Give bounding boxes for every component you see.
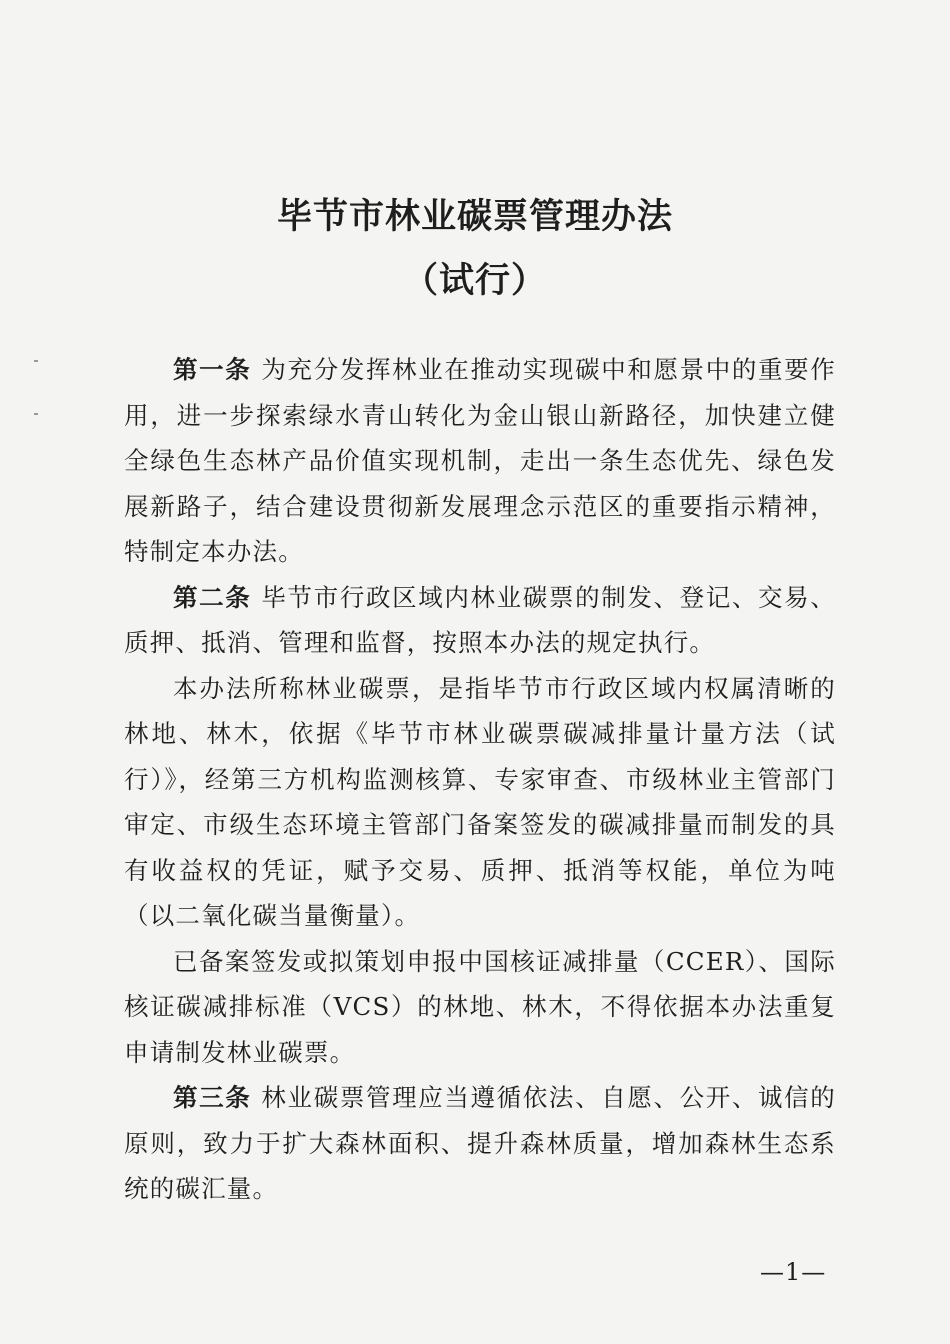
paragraph-text: 林业碳票管理应当遵循依法、自愿、公开、诚信的原则，致力于扩大森林面积、提升森林质量，增加森林生态系统的碳汇量。: [124, 1083, 836, 1203]
scan-margin-mark: [34, 413, 38, 415]
paragraph-text: 已备案签发或拟策划申报中国核证减排量（CCER）、国际核证碳减排标准（VCS）的林地、林木，不得依据本办法重复申请制发林业碳票。: [124, 946, 836, 1067]
scan-margin-mark: [34, 360, 38, 362]
article-3-paragraph: [124, 1075, 836, 1212]
paragraph-text: 为充分发挥林业在推动实现碳中和愿景中的重要作用，进一步探索绿水青山转化为金山银山新路径，加快建立健全绿色生态林产品价值实现机制，走出一条生态优先、绿色发展新路子，结合建设贯彻新发展理念示范区的重要指示精神，特制定本办法。: [124, 355, 836, 566]
article-1-paragraph: [124, 347, 836, 575]
article-label: 第二条: [173, 582, 252, 612]
article-2-paragraph: [124, 575, 836, 666]
document-title: 毕节市林业碳票管理办法: [276, 197, 673, 237]
paragraph-text: 毕节市行政区域内林业碳票的制发、登记、交易、质押、抵消、管理和监督，按照本办法的规定执行。: [124, 582, 836, 657]
document-body: [124, 347, 836, 1212]
document-subtitle: （试行）: [402, 261, 547, 301]
article-label: 第三条: [173, 1083, 252, 1112]
page-number: —1—: [760, 1258, 827, 1286]
definition-paragraph: [124, 666, 836, 939]
article-label: 第一条: [173, 355, 252, 384]
exclusion-paragraph: [124, 939, 836, 1076]
paragraph-text: 本办法所称林业碳票，是指毕节市行政区域内权属清晰的林地、林木，依据《毕节市林业碳票碳减排量计量方法（试行）》，经第三方机构监测核算、专家审查、市级林业主管部门审定、市级生态环境主管部门备案签发的碳减排量而制发的具有收益权的凭证，赋予交易、质押、抵消等权能，单位为吨（以二氧化碳当量衡量）。: [124, 673, 836, 930]
